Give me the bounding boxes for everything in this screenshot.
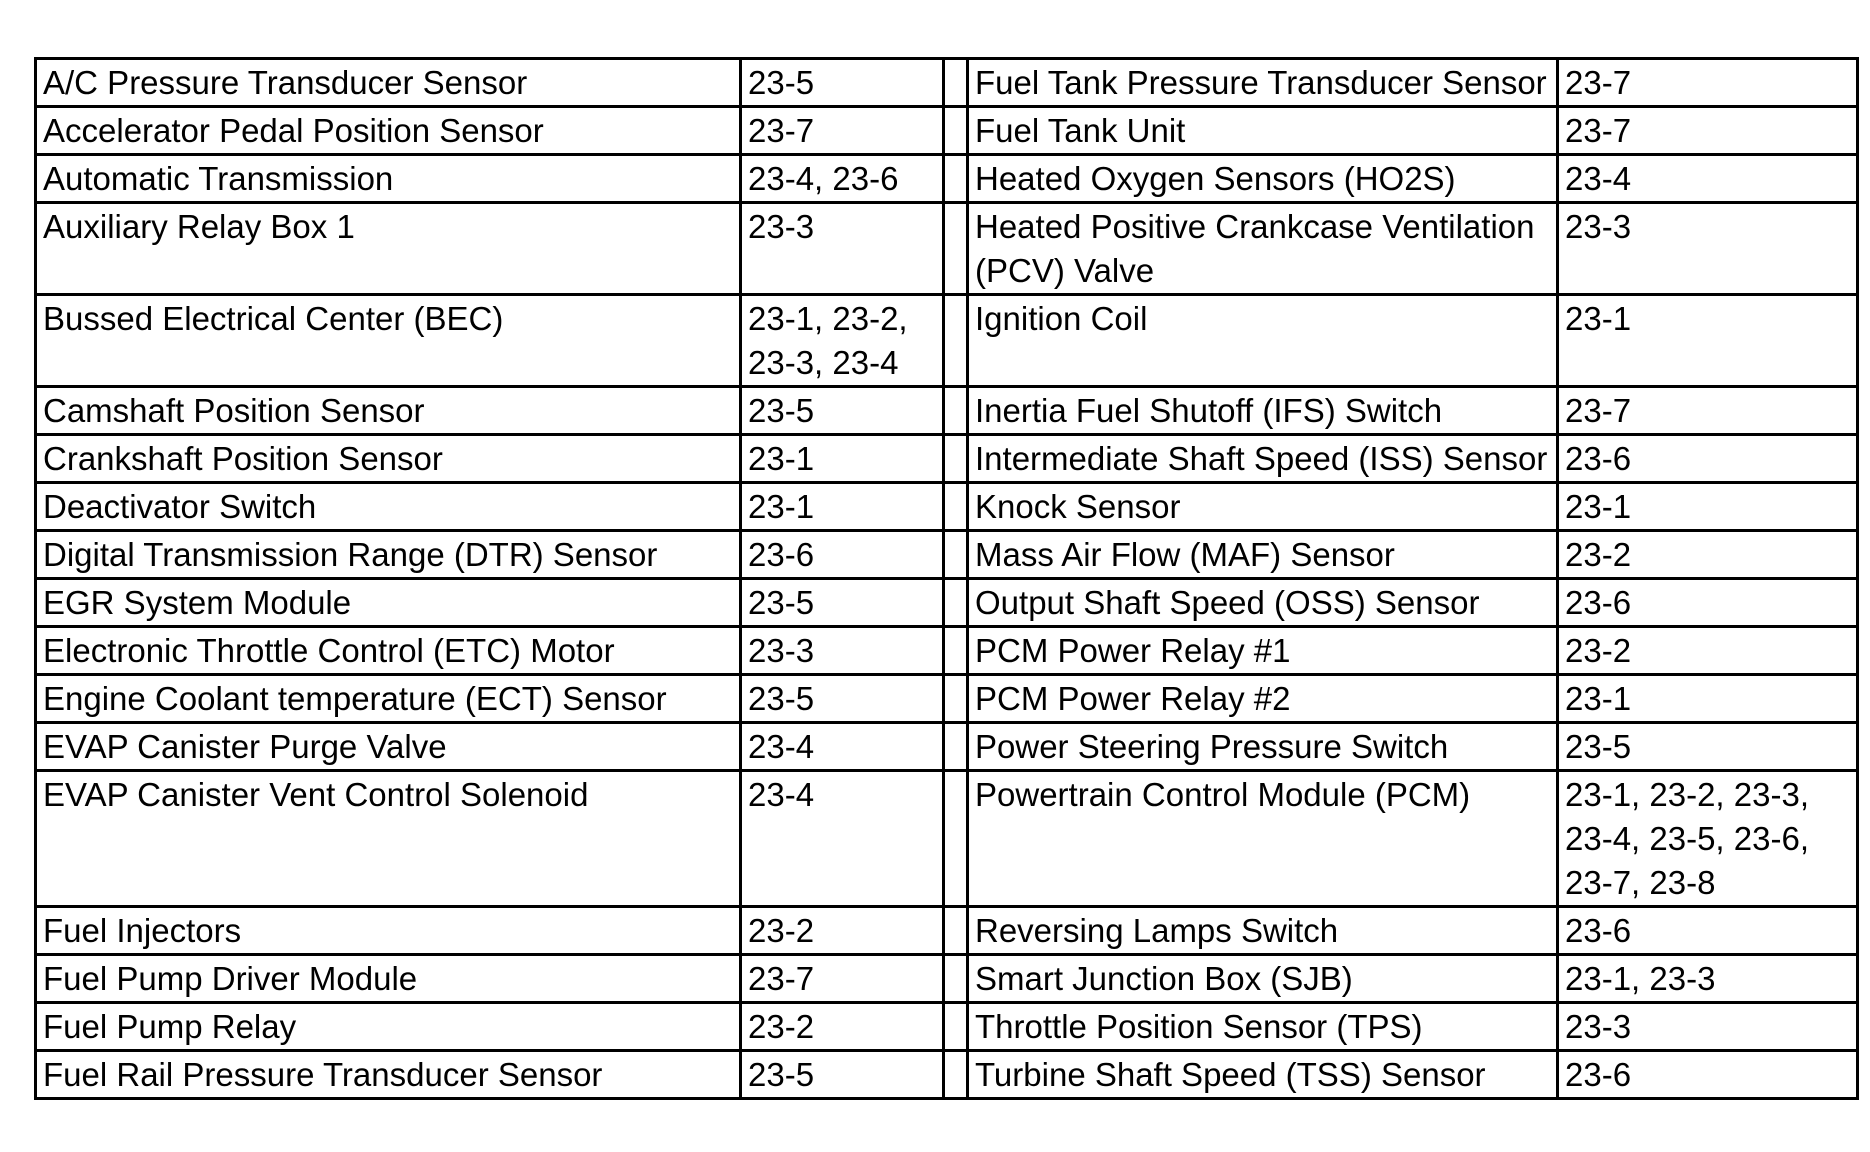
component-name-left: Deactivator Switch bbox=[36, 483, 741, 531]
component-name-right: Intermediate Shaft Speed (ISS) Sensor bbox=[968, 435, 1558, 483]
component-name-left: Digital Transmission Range (DTR) Sensor bbox=[36, 531, 741, 579]
component-name-right: Heated Oxygen Sensors (HO2S) bbox=[968, 155, 1558, 203]
component-name-left: EVAP Canister Vent Control Solenoid bbox=[36, 771, 741, 907]
column-gap bbox=[944, 107, 968, 155]
page-ref-right: 23-7 bbox=[1558, 387, 1858, 435]
component-name-left: Crankshaft Position Sensor bbox=[36, 435, 741, 483]
column-gap bbox=[944, 483, 968, 531]
component-name-right: PCM Power Relay #1 bbox=[968, 627, 1558, 675]
page-ref-right: 23-1 bbox=[1558, 295, 1858, 387]
page-ref-right: 23-5 bbox=[1558, 723, 1858, 771]
page-ref-left: 23-5 bbox=[741, 579, 944, 627]
component-index-table bbox=[34, 57, 1859, 1100]
column-gap bbox=[944, 955, 968, 1003]
column-gap bbox=[944, 579, 968, 627]
table-row bbox=[36, 295, 1858, 387]
column-gap bbox=[944, 771, 968, 907]
page-ref-right: 23-6 bbox=[1558, 907, 1858, 955]
column-gap bbox=[944, 675, 968, 723]
page-ref-right: 23-3 bbox=[1558, 1003, 1858, 1051]
component-name-left: Electronic Throttle Control (ETC) Motor bbox=[36, 627, 741, 675]
component-name-right: Output Shaft Speed (OSS) Sensor bbox=[968, 579, 1558, 627]
column-gap bbox=[944, 907, 968, 955]
column-gap bbox=[944, 723, 968, 771]
page-ref-right: 23-1, 23-3 bbox=[1558, 955, 1858, 1003]
table-row bbox=[36, 107, 1858, 155]
table-row bbox=[36, 483, 1858, 531]
component-name-left: Engine Coolant temperature (ECT) Sensor bbox=[36, 675, 741, 723]
component-name-left: Fuel Pump Relay bbox=[36, 1003, 741, 1051]
column-gap bbox=[944, 59, 968, 107]
component-name-right: Heated Positive Crankcase Ventilation (PCV) Valve bbox=[968, 203, 1558, 295]
column-gap bbox=[944, 627, 968, 675]
page-ref-right: 23-6 bbox=[1558, 579, 1858, 627]
component-name-right: Mass Air Flow (MAF) Sensor bbox=[968, 531, 1558, 579]
table-row bbox=[36, 907, 1858, 955]
index-table-body bbox=[36, 59, 1858, 1099]
component-name-left: Auxiliary Relay Box 1 bbox=[36, 203, 741, 295]
page-ref-left: 23-1 bbox=[741, 483, 944, 531]
component-name-right: Inertia Fuel Shutoff (IFS) Switch bbox=[968, 387, 1558, 435]
page-ref-left: 23-4 bbox=[741, 723, 944, 771]
page-ref-right: 23-2 bbox=[1558, 627, 1858, 675]
component-name-left: Bussed Electrical Center (BEC) bbox=[36, 295, 741, 387]
component-name-right: Fuel Tank Pressure Transducer Sensor bbox=[968, 59, 1558, 107]
column-gap bbox=[944, 1051, 968, 1099]
table-row bbox=[36, 435, 1858, 483]
component-name-right: Throttle Position Sensor (TPS) bbox=[968, 1003, 1558, 1051]
table-row bbox=[36, 955, 1858, 1003]
column-gap bbox=[944, 435, 968, 483]
page-ref-left: 23-3 bbox=[741, 627, 944, 675]
page-ref-left: 23-2 bbox=[741, 1003, 944, 1051]
page-ref-left: 23-4 bbox=[741, 771, 944, 907]
table-row bbox=[36, 723, 1858, 771]
component-name-left: Fuel Injectors bbox=[36, 907, 741, 955]
column-gap bbox=[944, 295, 968, 387]
page-ref-left: 23-6 bbox=[741, 531, 944, 579]
page-ref-right: 23-6 bbox=[1558, 1051, 1858, 1099]
component-name-left: Automatic Transmission bbox=[36, 155, 741, 203]
page-ref-right: 23-7 bbox=[1558, 59, 1858, 107]
page-ref-right: 23-1 bbox=[1558, 483, 1858, 531]
page-ref-left: 23-5 bbox=[741, 59, 944, 107]
table-row bbox=[36, 1051, 1858, 1099]
component-name-right: Turbine Shaft Speed (TSS) Sensor bbox=[968, 1051, 1558, 1099]
component-name-left: Camshaft Position Sensor bbox=[36, 387, 741, 435]
component-name-right: Power Steering Pressure Switch bbox=[968, 723, 1558, 771]
column-gap bbox=[944, 155, 968, 203]
page-ref-left: 23-7 bbox=[741, 107, 944, 155]
table-row bbox=[36, 771, 1858, 907]
page-ref-left: 23-7 bbox=[741, 955, 944, 1003]
page-ref-right: 23-3 bbox=[1558, 203, 1858, 295]
component-name-left: Accelerator Pedal Position Sensor bbox=[36, 107, 741, 155]
component-name-left: Fuel Rail Pressure Transducer Sensor bbox=[36, 1051, 741, 1099]
page-ref-right: 23-7 bbox=[1558, 107, 1858, 155]
table-row bbox=[36, 1003, 1858, 1051]
table-row bbox=[36, 531, 1858, 579]
component-name-right: Smart Junction Box (SJB) bbox=[968, 955, 1558, 1003]
component-name-right: Fuel Tank Unit bbox=[968, 107, 1558, 155]
component-name-right: Powertrain Control Module (PCM) bbox=[968, 771, 1558, 907]
table-row bbox=[36, 203, 1858, 295]
page-ref-left: 23-3 bbox=[741, 203, 944, 295]
component-name-left: EGR System Module bbox=[36, 579, 741, 627]
page-ref-left: 23-5 bbox=[741, 675, 944, 723]
page-ref-right: 23-2 bbox=[1558, 531, 1858, 579]
page-ref-right: 23-1 bbox=[1558, 675, 1858, 723]
table-row bbox=[36, 675, 1858, 723]
component-name-left: EVAP Canister Purge Valve bbox=[36, 723, 741, 771]
page-ref-left: 23-4, 23-6 bbox=[741, 155, 944, 203]
component-name-left: A/C Pressure Transducer Sensor bbox=[36, 59, 741, 107]
component-name-left: Fuel Pump Driver Module bbox=[36, 955, 741, 1003]
page-ref-left: 23-2 bbox=[741, 907, 944, 955]
table-row bbox=[36, 155, 1858, 203]
table-row bbox=[36, 627, 1858, 675]
page-ref-right: 23-1, 23-2, 23-3, 23-4, 23-5, 23-6, 23-7, 23-8 bbox=[1558, 771, 1858, 907]
page-ref-left: 23-1 bbox=[741, 435, 944, 483]
table-row bbox=[36, 387, 1858, 435]
table-row bbox=[36, 579, 1858, 627]
component-name-right: Ignition Coil bbox=[968, 295, 1558, 387]
column-gap bbox=[944, 531, 968, 579]
component-name-right: Knock Sensor bbox=[968, 483, 1558, 531]
component-name-right: PCM Power Relay #2 bbox=[968, 675, 1558, 723]
page-ref-right: 23-6 bbox=[1558, 435, 1858, 483]
page-ref-left: 23-1, 23-2, 23-3, 23-4 bbox=[741, 295, 944, 387]
column-gap bbox=[944, 1003, 968, 1051]
page-ref-left: 23-5 bbox=[741, 1051, 944, 1099]
column-gap bbox=[944, 387, 968, 435]
table-row bbox=[36, 59, 1858, 107]
column-gap bbox=[944, 203, 968, 295]
page-ref-right: 23-4 bbox=[1558, 155, 1858, 203]
component-name-right: Reversing Lamps Switch bbox=[968, 907, 1558, 955]
page-ref-left: 23-5 bbox=[741, 387, 944, 435]
